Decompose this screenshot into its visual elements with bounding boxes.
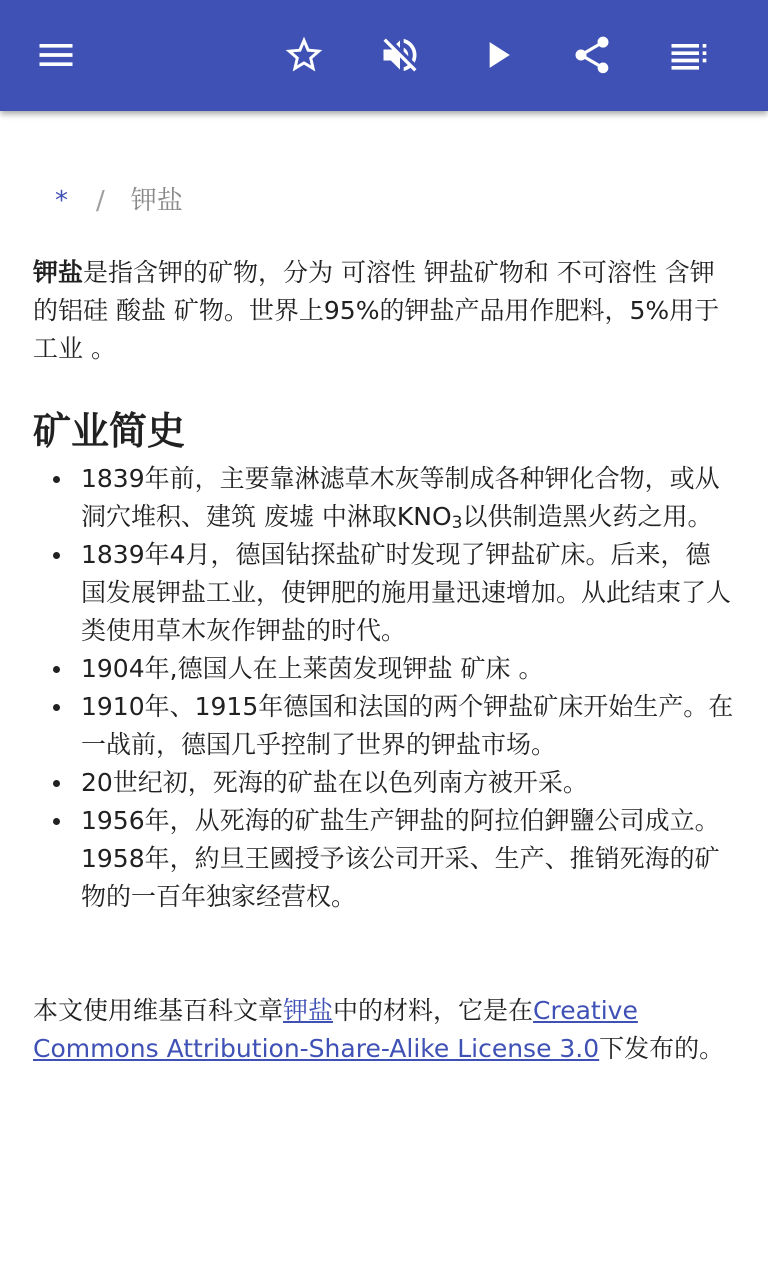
breadcrumb-current: 钾盐 — [130, 186, 183, 216]
list-item — [81, 460, 735, 536]
list-item: 1910年、1915年德国和法国的两个钾盐矿床开始生产。在一战前，德国几乎控制了世界的钾盐市场。 — [81, 688, 735, 764]
list-item: 1904年,德国人在上莱茵发现钾盐 矿床 。 — [81, 650, 735, 688]
play-button[interactable] — [473, 31, 521, 79]
section-title: 矿业简史 — [33, 409, 186, 453]
list-item: 1956年，从死海的矿盐生产钾盐的阿拉伯鉀鹽公司成立。1958年，約旦王國授予该公司开采、生产、推销死海的矿物的一百年独家经营权。 — [81, 802, 735, 916]
mute-button[interactable] — [376, 31, 424, 79]
app-bar — [0, 0, 768, 111]
wikipedia-article-link[interactable]: 钾盐 — [283, 996, 334, 1025]
star-outline-icon — [282, 33, 326, 77]
breadcrumb — [33, 180, 183, 217]
intro-paragraph — [33, 254, 735, 368]
play-icon — [475, 33, 519, 77]
contents-button[interactable] — [664, 31, 712, 79]
footer-text: 中的材料，它是在 — [333, 996, 534, 1025]
license-link[interactable]: Creative Commons Attribution-Share-Alike License 3.0 — [33, 996, 638, 1063]
footer-text: 本文使用维基百科文章 — [33, 996, 284, 1025]
share-button[interactable] — [568, 31, 616, 79]
playlist-icon — [666, 33, 710, 77]
list-item: 20世纪初，死海的矿盐在以色列南方被开采。 — [81, 764, 735, 802]
list-item-text: 以供制造黑火药之用。 — [462, 502, 713, 531]
menu-icon — [34, 33, 78, 77]
list-item-text: 1839年前，主要靠淋滤草木灰等制成各种钾化合物，或从洞穴堆积、建筑 废墟 中淋取KNO — [81, 464, 720, 531]
favorite-button[interactable] — [280, 31, 328, 79]
intro-term: 钾盐 — [33, 258, 84, 287]
intro-text: 是指含钾的矿物，分为 可溶性 钾盐矿物和 不可溶性 含钾的铝硅 酸盐 矿物。世界上95%的钾盐产品用作肥料，5%用于工业 。 — [33, 258, 720, 363]
history-list — [81, 460, 735, 916]
menu-button[interactable] — [32, 31, 80, 79]
share-icon — [570, 33, 614, 77]
license-footer — [33, 992, 735, 1068]
footer-text: 下发布的。 — [599, 1034, 725, 1063]
subscript: 3 — [451, 513, 463, 533]
breadcrumb-root-link[interactable]: * — [55, 186, 68, 216]
list-item: 1839年4月，德国钻探盐矿时发现了钾盐矿床。后来，德国发展钾盐工业，使钾肥的施用量迅速增加。从此结束了人类使用草木灰作钾盐的时代。 — [81, 536, 735, 650]
breadcrumb-separator: / — [96, 186, 105, 216]
volume-off-icon — [378, 33, 422, 77]
